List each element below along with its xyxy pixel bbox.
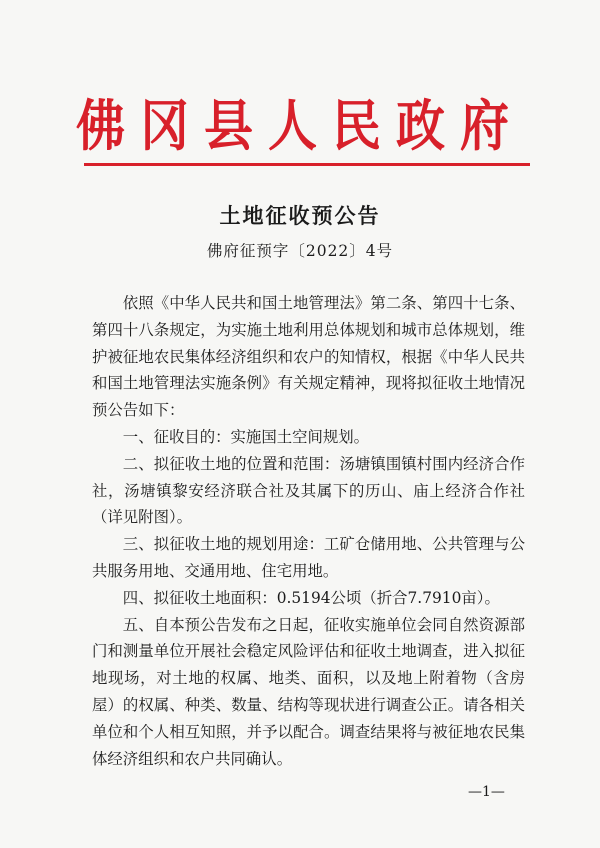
body-paragraph-location: 二、拟征收土地的位置和范围：汤塘镇围镇村围内经济合作社，汤塘镇黎安经济联合社及其属下的历山、庙上经济合作社（详见附图）。 <box>92 454 525 527</box>
masthead-divider <box>84 163 530 166</box>
document-title: 土地征收预公告 <box>219 203 381 228</box>
page-number: —1— <box>468 784 505 800</box>
body-paragraph-purpose: 一、征收目的：实施国土空间规划。 <box>122 427 370 446</box>
issuer-masthead: 佛冈县人民政府 <box>75 93 524 159</box>
body-paragraph-intro: 依照《中华人民共和国土地管理法》第二条、第四十七条、第四十八条规定，为实施土地利用总体规划和城市总体规划，维护被征地农民集体经济组织和农户的知情权，根据《中华人民共和国土地管理法实施条例》有关规定精神，现将拟征收土地情况预公告如下： <box>92 294 525 420</box>
document-number: 佛府征预字〔2022〕4号 <box>206 242 394 260</box>
body-paragraph-area: 四、拟征收土地面积：0.5194公顷（折合7.7910亩）。 <box>122 588 500 607</box>
body-paragraph-usage: 三、拟征收土地的规划用途：工矿仓储用地、公共管理与公共服务用地、交通用地、住宅用地。 <box>92 535 525 580</box>
body-paragraph-survey: 五、自本预公告发布之日起，征收实施单位会同自然资源部门和测量单位开展社会稳定风险评估和征收土地调查，进入拟征地现场，对土地的权属、地类、面积，以及地上附着物（含房屋）的权属、种类、数量、结构等现状进行调查公正。请各相关单位和个人相互知照，并予以配合。调查结果将与被征地农民集体经济组织和农户共同确认。 <box>92 615 525 768</box>
document-body <box>92 290 525 772</box>
